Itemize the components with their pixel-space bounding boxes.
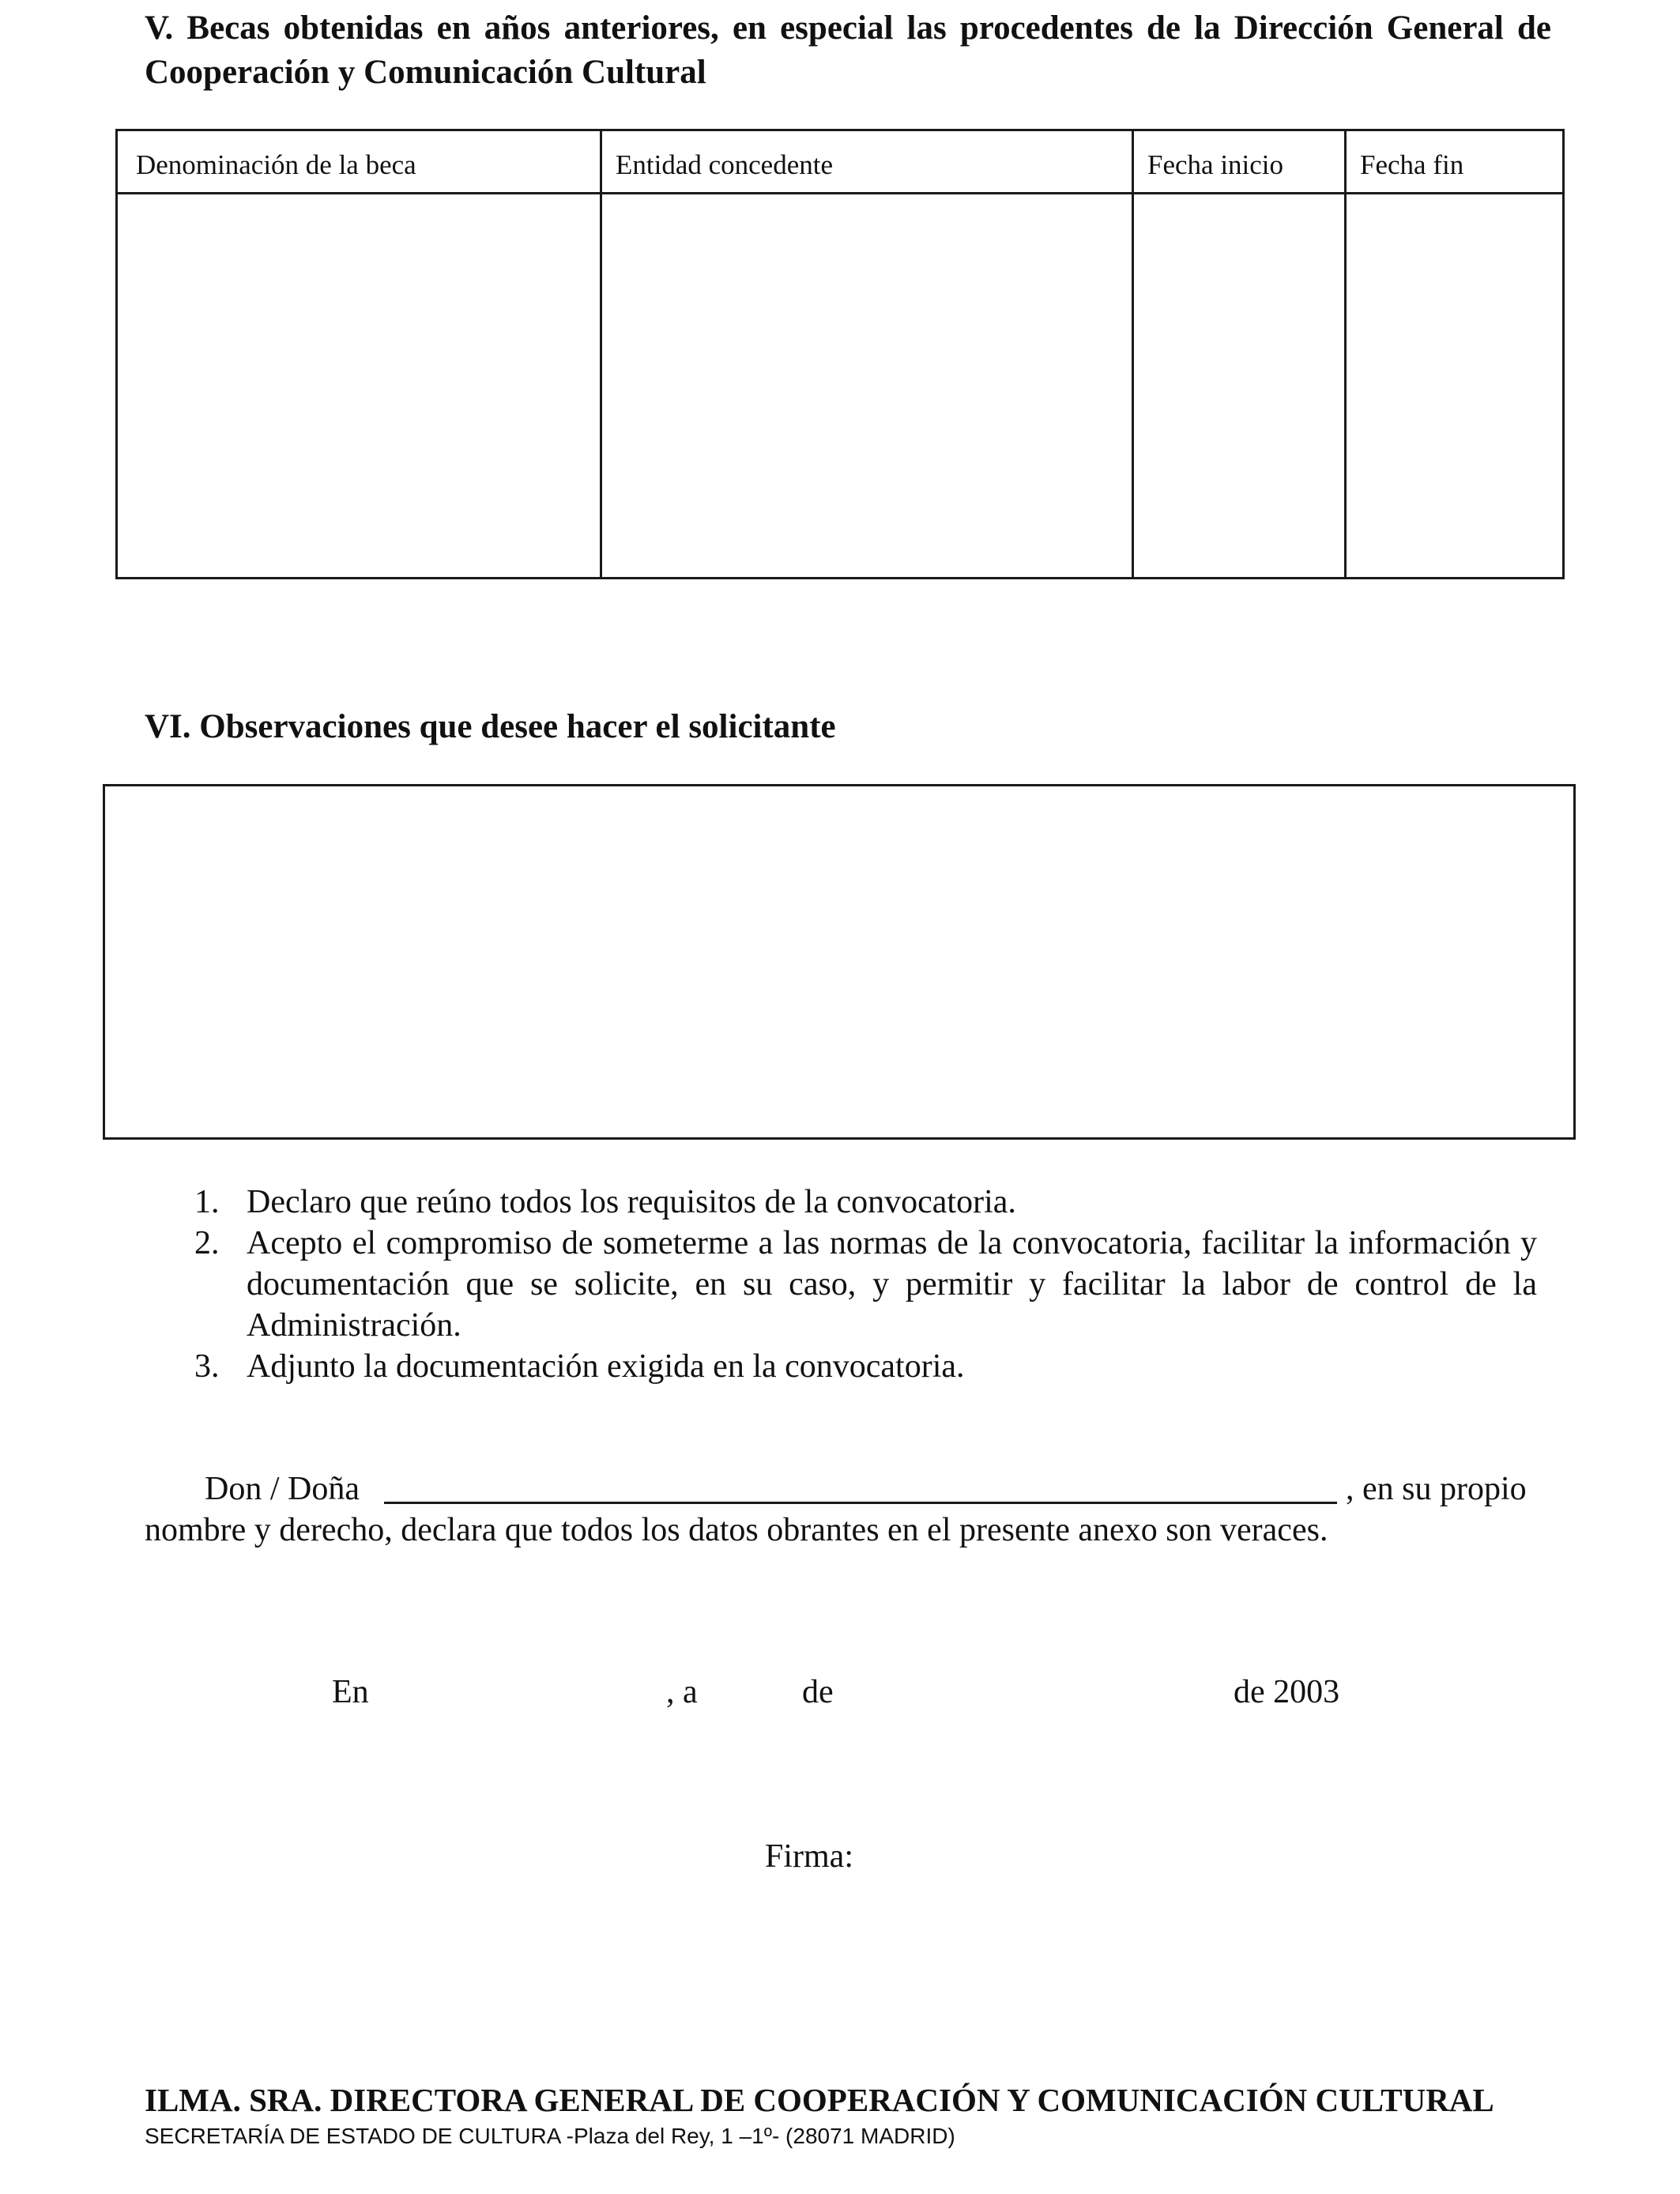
declaration-item bbox=[190, 1346, 1537, 1387]
signature-label: Firma: bbox=[765, 1838, 853, 1875]
footer-address: SECRETARÍA DE ESTADO DE CULTURA -Plaza del Rey, 1 –1º- (28071 MADRID) bbox=[145, 2124, 955, 2148]
declaration-item bbox=[190, 1182, 1537, 1223]
month-label: de bbox=[802, 1674, 834, 1710]
granting-entity-cell[interactable] bbox=[602, 194, 1132, 577]
end-date-cell[interactable] bbox=[1347, 194, 1562, 577]
year-label: de 2003 bbox=[1234, 1674, 1340, 1710]
applicant-name-blank[interactable] bbox=[384, 1502, 1337, 1504]
column-header-end-date: Fecha fin bbox=[1360, 149, 1464, 180]
declaration-item bbox=[190, 1223, 1537, 1346]
applicant-statement-suffix: , en su propio bbox=[1346, 1471, 1527, 1507]
declaration-number: 3. bbox=[194, 1348, 220, 1385]
column-header-start-date: Fecha inicio bbox=[1147, 149, 1284, 180]
column-header-granting-entity: Entidad concedente bbox=[616, 149, 834, 180]
day-label: , a bbox=[666, 1674, 698, 1710]
applicant-statement bbox=[145, 1468, 1535, 1551]
declaration-number: 1. bbox=[194, 1184, 220, 1220]
footer-addressee: ILMA. SRA. DIRECTORA GENERAL DE COOPERACIÓN Y COMUNICACIÓN CULTURAL bbox=[145, 2082, 1494, 2118]
start-date-cell[interactable] bbox=[1134, 194, 1344, 577]
section-v-heading: V. Becas obtenidas en años anteriores, en especial las procedentes de la Dirección General de Cooperación y Comunicación Cultural bbox=[145, 9, 1551, 91]
declaration-text: Declaro que reúno todos los requisitos de la convocatoria. bbox=[247, 1184, 1016, 1220]
declarations-list bbox=[190, 1182, 1537, 1387]
declaration-number: 2. bbox=[194, 1225, 220, 1261]
applicant-label: Don / Doña bbox=[205, 1471, 360, 1507]
column-header-grant-name: Denominación de la beca bbox=[136, 149, 416, 180]
applicant-statement-continuation: nombre y derecho, declara que todos los datos obrantes en el presente anexo son veraces. bbox=[145, 1512, 1328, 1548]
place-label: En bbox=[332, 1674, 369, 1710]
grant-name-cell[interactable] bbox=[118, 194, 600, 577]
declaration-text: Acepto el compromiso de someterme a las normas de la convocatoria, facilitar la información y documentación que se solicite, en su caso, y permitir y facilitar la labor de control de la Administración. bbox=[247, 1225, 1537, 1344]
previous-grants-table bbox=[115, 129, 1565, 579]
observations-box[interactable] bbox=[103, 784, 1576, 1140]
section-vi-heading: VI. Observaciones que desee hacer el solicitante bbox=[145, 708, 836, 745]
declaration-text: Adjunto la documentación exigida en la convocatoria. bbox=[247, 1348, 965, 1385]
